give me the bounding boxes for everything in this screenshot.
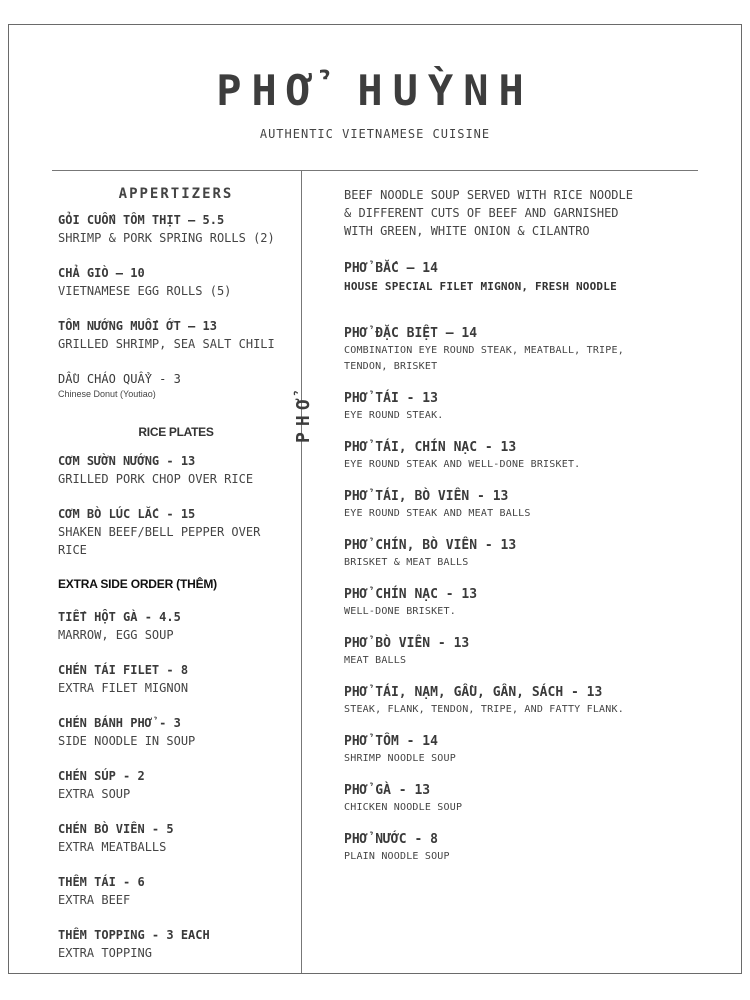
item-desc: SHAKEN BEEF/BELL PEPPER OVER RICE [58, 525, 261, 557]
right-column [344, 186, 634, 880]
item-name: PHỞ CHÍN NẠC - 13 [344, 587, 478, 602]
column-divider [301, 171, 302, 973]
menu-item [344, 586, 634, 620]
item-desc: SIDE NOODLE IN SOUP [58, 734, 196, 748]
menu-item [344, 260, 634, 295]
item-name: CHÉN BÒ VIÊN - 5 [58, 822, 174, 836]
item-desc: CHICKEN NOODLE SOUP [344, 802, 463, 813]
item-desc: EYE ROUND STEAK AND MEAT BALLS [344, 508, 531, 519]
item-desc: EXTRA TOPPING [58, 946, 152, 960]
menu-item [58, 662, 294, 697]
item-name: CHẢ GIÒ – 10 [58, 266, 145, 280]
restaurant-tagline: AUTHENTIC VIETNAMESE CUISINE [259, 127, 491, 141]
item-desc: GRILLED SHRIMP, SEA SALT CHILI [58, 337, 275, 351]
item-name: PHỞ TÁI, NẠM, GẦU, GÂN, SÁCH - 13 [344, 685, 603, 700]
item-desc: HOUSE SPECIAL FILET MIGNON, FRESH NOODLE [344, 280, 617, 293]
menu-item [58, 715, 294, 750]
item-name: CHÉN BÁNH PHỞ - 3 [58, 716, 181, 730]
item-name: PHỞ BẮC – 14 [344, 261, 438, 276]
item-desc: SHRIMP & PORK SPRING ROLLS (2) [58, 231, 275, 245]
menu-item [58, 506, 294, 559]
left-column [58, 186, 294, 980]
rice-plates-heading: RICE PLATES [138, 425, 214, 439]
header-divider [52, 170, 698, 171]
menu-item [58, 768, 294, 803]
item-desc: EYE ROUND STEAK AND WELL-DONE BRISKET. [344, 459, 581, 470]
item-name: THÊM TOPPING - 3 EACH [58, 928, 210, 942]
menu-item [344, 537, 634, 571]
menu-item [58, 874, 294, 909]
item-name: CƠM BÒ LÚC LẮC - 15 [58, 507, 196, 521]
item-name: PHỞ TÁI, BÒ VIÊN - 13 [344, 489, 509, 504]
menu-item [344, 635, 634, 669]
item-name: CƠM SƯỜN NƯỚNG - 13 [58, 454, 196, 468]
item-desc: MARROW, EGG SOUP [58, 628, 174, 642]
menu-item [58, 371, 294, 401]
menu-item [344, 831, 634, 865]
item-desc: GRILLED PORK CHOP OVER RICE [58, 472, 254, 486]
menu-item [344, 325, 634, 375]
item-desc: VIETNAMESE EGG ROLLS (5) [58, 284, 232, 298]
item-desc: Chinese Donut (Youtiao) [58, 389, 156, 399]
menu-item [58, 212, 294, 247]
item-desc: MEAT BALLS [344, 655, 407, 666]
menu-item [344, 782, 634, 816]
item-name: TÔM NƯỚNG MUỐI ỚT – 13 [58, 319, 217, 333]
item-desc: WELL-DONE BRISKET. [344, 606, 456, 617]
menu-item [344, 733, 634, 767]
item-desc: EXTRA BEEF [58, 893, 131, 907]
item-desc: STEAK, FLANK, TENDON, TRIPE, AND FATTY FLANK. [344, 704, 624, 715]
menu-item [58, 265, 294, 300]
menu-item [58, 318, 294, 353]
item-desc: SHRIMP NOODLE SOUP [344, 753, 456, 764]
item-name: PHỞ TÁI, CHÍN NẠC - 13 [344, 440, 517, 455]
menu-item [58, 821, 294, 856]
menu-item [58, 609, 294, 644]
pho-intro: BEEF NOODLE SOUP SERVED WITH RICE NOODLE & DIFFERENT CUTS OF BEEF AND GARNISHED WITH GREEN, WHITE ONION & CILANTRO [344, 188, 633, 238]
item-name: PHỞ BÒ VIÊN - 13 [344, 636, 470, 651]
item-desc: EYE ROUND STEAK. [344, 410, 444, 421]
item-name: CHÉN TÁI FILET - 8 [58, 663, 189, 677]
item-desc: PLAIN NOODLE SOUP [344, 851, 450, 862]
restaurant-name: PHỞ HUỲNH [216, 66, 534, 115]
item-desc: BRISKET & MEAT BALLS [344, 557, 469, 568]
item-name: GỎI CUỐN TÔM THỊT – 5.5 [58, 213, 225, 227]
appetizers-heading: APPERTIZERS [118, 186, 234, 202]
menu-item [344, 488, 634, 522]
item-name: PHỞ TÔM - 14 [344, 734, 438, 749]
item-name: PHỞ CHÍN, BÒ VIÊN - 13 [344, 538, 517, 553]
menu-item [58, 453, 294, 488]
menu-item [344, 390, 634, 424]
menu-item [58, 927, 294, 962]
item-desc: EXTRA SOUP [58, 787, 131, 801]
item-desc: COMBINATION EYE ROUND STEAK, MEATBALL, TRIPE, TENDON, BRISKET [344, 345, 624, 372]
item-name: PHỞ TÁI - 13 [344, 391, 438, 406]
pho-side-label: PHỞ [293, 392, 314, 443]
item-name: PHỞ GÀ - 13 [344, 783, 431, 798]
item-name: PHỞ ĐẶC BIỆT – 14 [344, 326, 478, 341]
menu-item [344, 439, 634, 473]
extra-side-order-heading: EXTRA SIDE ORDER (THÊM) [58, 577, 217, 591]
item-name: DẦU CHÁO QUẨY - 3 [58, 372, 181, 386]
item-name: PHỞ NƯỚC - 8 [344, 832, 438, 847]
item-desc: EXTRA FILET MIGNON [58, 681, 189, 695]
item-name: CHÉN SÚP - 2 [58, 769, 145, 783]
item-name: TIẾT HỘT GÀ - 4.5 [58, 610, 181, 624]
item-desc: EXTRA MEATBALLS [58, 840, 167, 854]
item-name: THÊM TÁI - 6 [58, 875, 145, 889]
menu-item [344, 684, 634, 718]
